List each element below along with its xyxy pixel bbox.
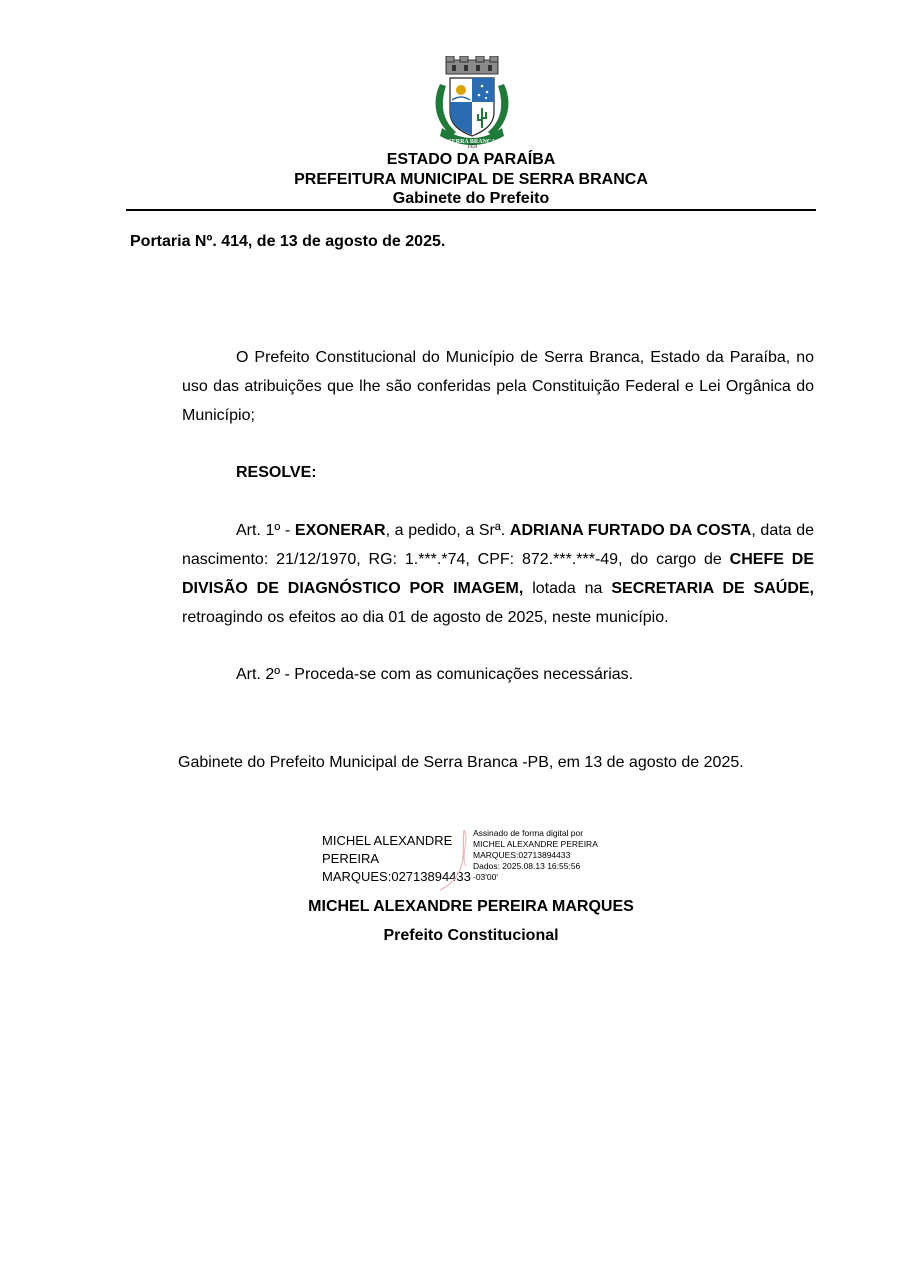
sig-name-line: PEREIRA (322, 851, 380, 866)
signer-name: MICHEL ALEXANDRE PEREIRA MARQUES (308, 898, 634, 915)
article-1-text (182, 516, 814, 632)
sig-detail-line: Dados: 2025.08.13 16:55:56 (473, 861, 581, 871)
signature-mark-icon (436, 826, 476, 892)
resolve-section (182, 458, 814, 487)
sig-detail-line: MARQUES:02713894433 (473, 850, 571, 860)
sig-detail-line: -03'00' (473, 872, 498, 882)
art1-department: SECRETARIA DE SAÚDE, (611, 580, 815, 597)
crest-year: 1959 (467, 145, 477, 148)
sig-name-line: MICHEL ALEXANDRE (322, 833, 453, 848)
art1-position: CHEFE DE DIVISÃO DE DIAGNÓSTICO POR IMAGEM, (182, 551, 814, 597)
letterhead (126, 150, 816, 209)
document-title: Portaria Nº. 414, de 13 de agosto de 2025. (130, 233, 446, 250)
office-name: Gabinete do Prefeito (392, 190, 550, 207)
sig-name-line: MARQUES:02713894433 (322, 869, 471, 884)
resolve-heading: RESOLVE: (236, 464, 317, 481)
art1-text-5: retroagindo os efeitos ao dia 01 de agosto de 2025, neste município. (182, 609, 669, 626)
coat-of-arms-icon (432, 56, 512, 148)
intro-text: O Prefeito Constitucional do Município de Serra Branca, Estado da Paraíba, no uso das atribuições que lhe são conferidas pela Constituição Federal e Lei Orgânica do Município; (182, 349, 814, 424)
art1-person-name: ADRIANA FURTADO DA COSTA (509, 522, 752, 539)
signer-role: Prefeito Constitucional (383, 927, 559, 944)
art1-action: EXONERAR (294, 522, 386, 539)
intro-paragraph (182, 343, 814, 430)
sig-detail-line: MICHEL ALEXANDRE PEREIRA (473, 839, 598, 849)
article-2 (182, 660, 814, 689)
sig-detail-line: Assinado de forma digital por (473, 828, 584, 838)
art1-text-3: , data de nascimento: 21/12/1970, RG: 1.***.*74, CPF: 872.***.***-49, do cargo de (182, 522, 815, 568)
article-2-text: Art. 2º - Proceda-se com as comunicações necessárias. (236, 666, 634, 683)
crest-ribbon-text: SERRA BRANCA (448, 139, 496, 145)
prefecture-name: PREFEITURA MUNICIPAL DE SERRA BRANCA (294, 170, 648, 188)
article-1 (182, 516, 814, 632)
state-name: ESTADO DA PARAÍBA (386, 151, 556, 168)
closing-line: Gabinete do Prefeito Municipal de Serra Branca -PB, em 13 de agosto de 2025. (178, 754, 744, 771)
digital-signature-details (473, 828, 598, 883)
art1-text-2: , a pedido, a Srª. (385, 522, 510, 539)
art1-text-4: lotada na (523, 580, 612, 597)
header-divider (126, 209, 816, 211)
art1-prefix: Art. 1º - (236, 522, 295, 539)
